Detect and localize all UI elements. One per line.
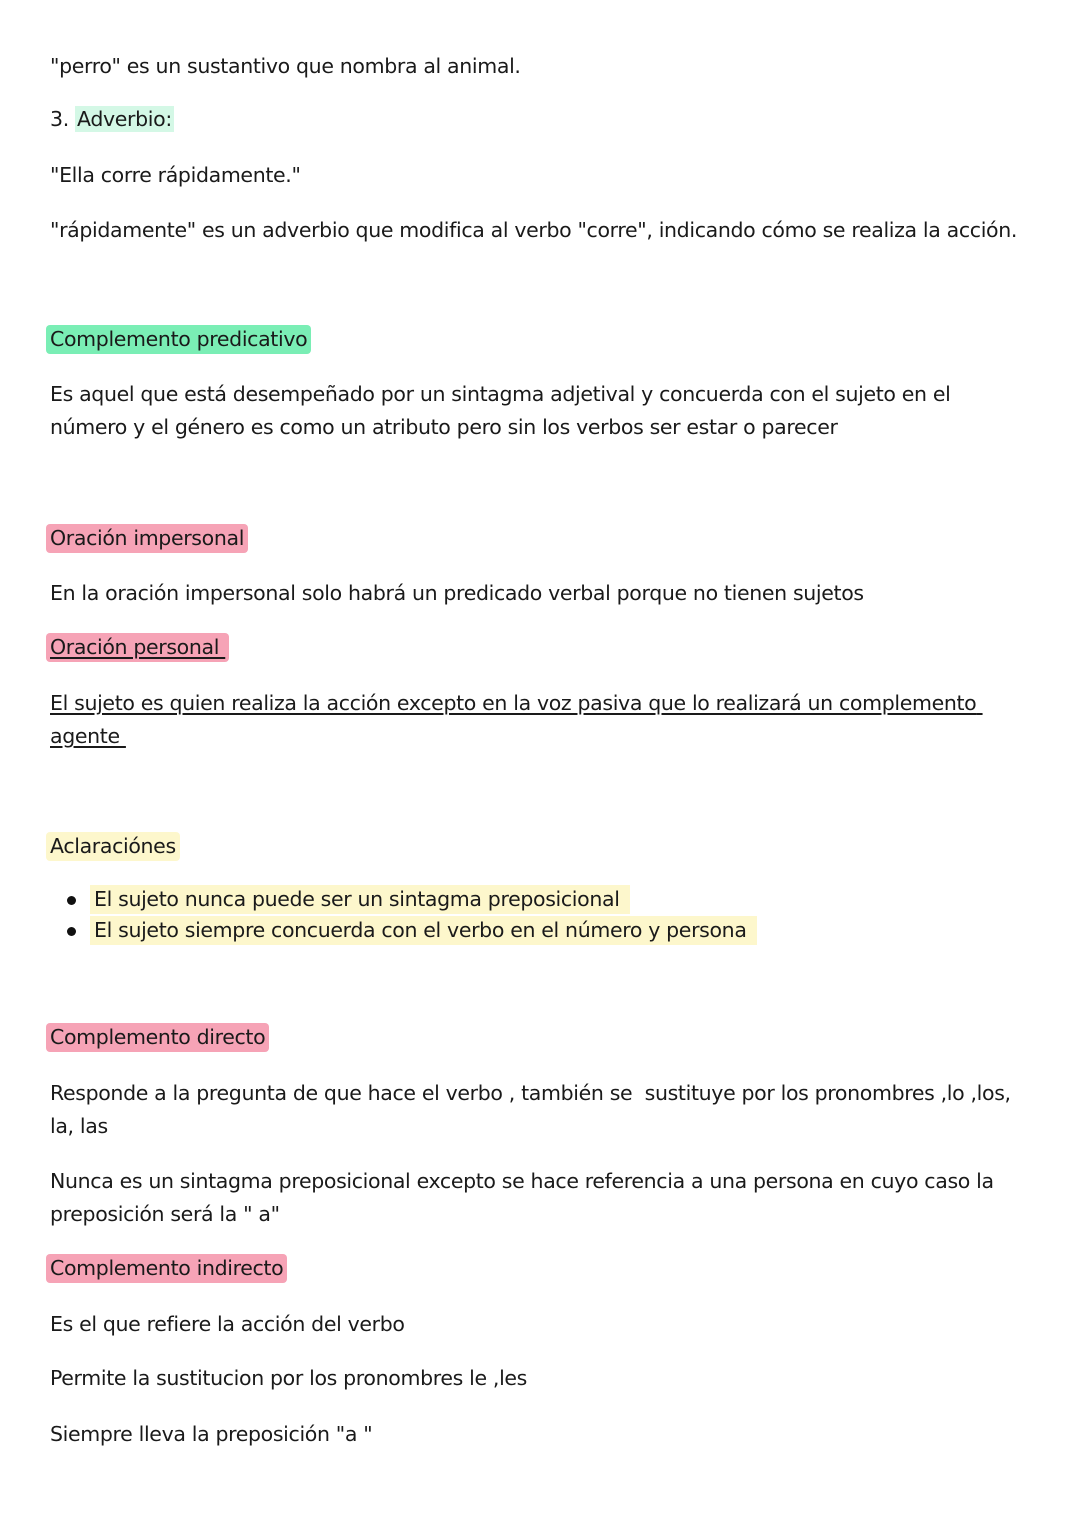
section-heading-complemento-indirecto: Complemento indirecto bbox=[50, 1252, 287, 1285]
adverbio-explanation: "rápidamente" es un adverbio que modifica al verbo "corre", indicando cómo se realiza la acción. bbox=[50, 218, 1018, 242]
section-body-complemento-directo-2: Nunca es un sintagma preposicional excepto se hace referencia a una persona en cuyo caso la preposición será la " a" bbox=[50, 1169, 994, 1226]
adverbio-label: Adverbio: bbox=[77, 107, 172, 131]
section-heading-aclaraciones: Aclaraciónes bbox=[50, 830, 180, 863]
bullet-icon bbox=[67, 927, 76, 936]
bullet-icon bbox=[67, 896, 76, 905]
section-body-complemento-directo-1: Responde a la pregunta de que hace el verbo , también se sustituye por los pronombres ,lo ,los, la, las bbox=[50, 1081, 1017, 1138]
section-body-complemento-indirecto-1: Es el que refiere la acción del verbo bbox=[50, 1312, 405, 1336]
section-body-complemento-indirecto-3: Siempre lleva la preposición "a " bbox=[50, 1422, 373, 1446]
section-body-complemento-predicativo: Es aquel que está desempeñado por un sintagma adjetival y concuerda con el sujeto en el número y el género es como un atributo pero sin los verbos ser estar o parecer bbox=[50, 382, 951, 439]
intro-line: "perro" es un sustantivo que nombra al animal. bbox=[50, 54, 521, 78]
adverbio-example: "Ella corre rápidamente." bbox=[50, 163, 301, 187]
section-heading-oracion-impersonal: Oración impersonal bbox=[50, 522, 248, 555]
adverbio-heading bbox=[50, 103, 174, 136]
aclaraciones-list bbox=[50, 884, 757, 946]
section-heading-oracion-personal: Oración personal bbox=[50, 631, 229, 664]
section-heading-complemento-predicativo: Complemento predicativo bbox=[50, 323, 311, 356]
section-heading-complemento-directo: Complemento directo bbox=[50, 1021, 269, 1054]
section-body-oracion-personal: El sujeto es quien realiza la acción excepto en la voz pasiva que lo realizará un complemento agente bbox=[50, 691, 983, 748]
list-item: El sujeto nunca puede ser un sintagma preposicional bbox=[50, 884, 757, 915]
section-body-oracion-impersonal: En la oración impersonal solo habrá un predicado verbal porque no tienen sujetos bbox=[50, 581, 864, 605]
adverbio-number: 3. bbox=[50, 107, 69, 131]
section-body-complemento-indirecto-2: Permite la sustitucion por los pronombres le ,les bbox=[50, 1366, 528, 1390]
list-item: El sujeto siempre concuerda con el verbo en el número y persona bbox=[50, 915, 757, 946]
